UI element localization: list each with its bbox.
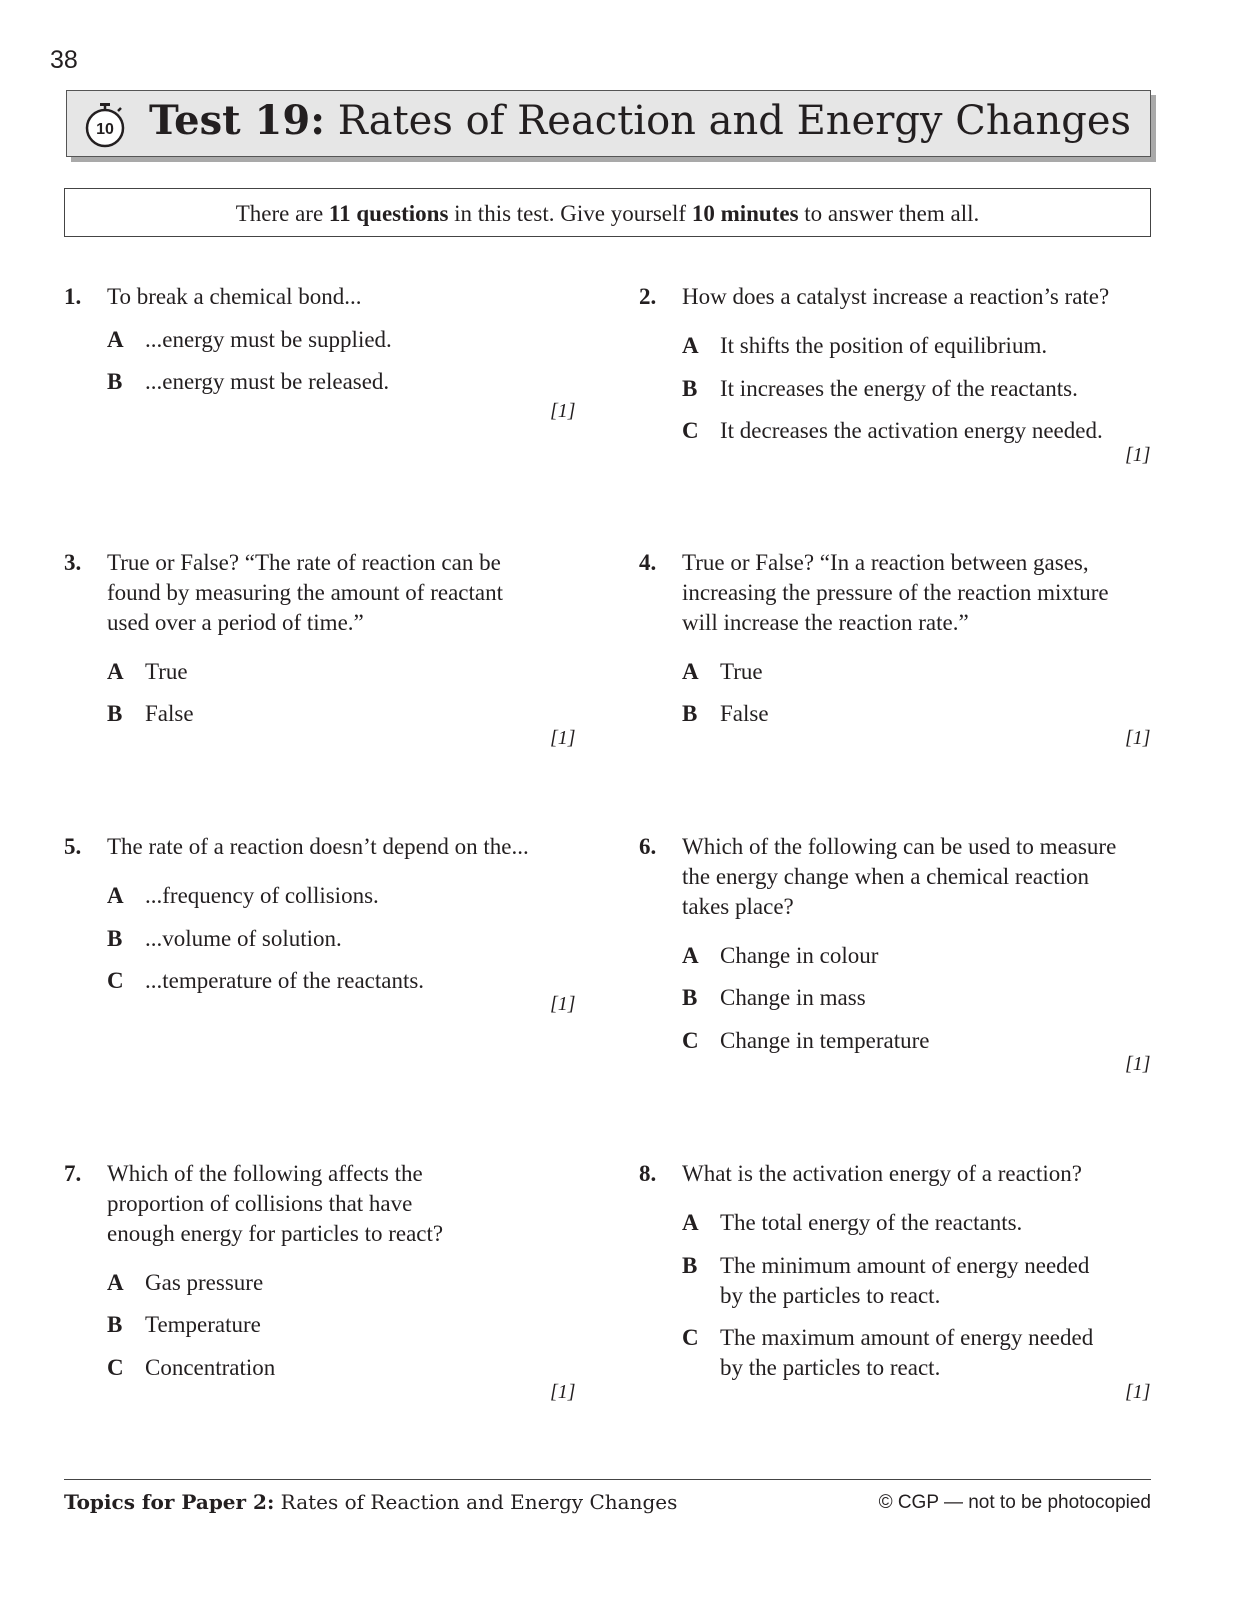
option-text: ...volume of solution.	[145, 926, 342, 951]
footer-topic-label: Topics for Paper 2:	[64, 1490, 275, 1514]
option-letter: B	[682, 701, 698, 726]
option-letter: A	[682, 1210, 699, 1235]
question-text-line: enough energy for particles to react?	[107, 1221, 444, 1246]
option-text: Change in colour	[720, 943, 879, 968]
question-text-line: the energy change when a chemical reaction	[682, 864, 1089, 889]
intro-text: There are	[235, 201, 329, 226]
question-text-line: True or False? “In a reaction between gases,	[682, 550, 1089, 575]
option-text: False	[145, 701, 194, 726]
question-number: 3.	[64, 550, 82, 575]
question-text-line: used over a period of time.”	[107, 610, 364, 635]
intro-text: to answer them all.	[798, 201, 980, 226]
question-text-line: found by measuring the amount of reactant	[107, 580, 503, 605]
option-text-line: The maximum amount of energy needed	[720, 1325, 1094, 1350]
option-text-line: The minimum amount of energy needed	[720, 1253, 1090, 1278]
question-number: 8.	[639, 1161, 657, 1186]
option-letter: A	[682, 659, 699, 684]
title-topic: Rates of Reaction and Energy Changes	[324, 98, 1132, 144]
timer-label: 10	[96, 121, 114, 138]
intro-time-limit: 10 minutes	[691, 201, 799, 226]
option-letter: B	[107, 926, 123, 951]
option-letter: C	[682, 1325, 699, 1350]
question-number: 5.	[64, 834, 82, 859]
option-letter: C	[107, 968, 124, 993]
option-letter: A	[107, 327, 124, 352]
question-text: The rate of a reaction doesn’t depend on the...	[107, 834, 529, 859]
option-letter: A	[107, 659, 124, 684]
marks-label: [1]	[550, 993, 576, 1015]
question-text	[682, 832, 1116, 922]
marks-label: [1]	[1125, 1053, 1151, 1075]
option-text: ...energy must be supplied.	[145, 327, 392, 352]
option-text: True	[720, 659, 763, 684]
question-text: To break a chemical bond...	[107, 284, 362, 309]
option-letter: A	[107, 1270, 124, 1295]
question-number: 1.	[64, 284, 82, 309]
question-text	[682, 548, 1109, 638]
option-text: It shifts the position of equilibrium.	[720, 333, 1048, 358]
question-text	[107, 548, 503, 638]
question-text-line: True or False? “The rate of reaction can be	[107, 550, 501, 575]
question-text: How does a catalyst increase a reaction’s rate?	[682, 284, 1110, 309]
option-letter: B	[682, 1253, 698, 1278]
intro-text: in this test. Give yourself	[448, 201, 692, 226]
question-number: 6.	[639, 834, 657, 859]
option-letter: B	[107, 701, 123, 726]
option-text-line: by the particles to react.	[720, 1355, 941, 1380]
question-text	[107, 1159, 443, 1249]
option-text-line: by the particles to react.	[720, 1283, 941, 1308]
intro-question-count: 11 questions	[328, 201, 449, 226]
marks-label: [1]	[1125, 444, 1151, 466]
option-text: ...frequency of collisions.	[145, 883, 379, 908]
page-number: 38	[50, 46, 78, 74]
option-text	[720, 1208, 1022, 1238]
option-letter: B	[107, 1312, 123, 1337]
stopwatch-icon	[83, 102, 127, 148]
question-text-line: Which of the following can be used to measure	[682, 834, 1117, 859]
title-test-number: Test 19:	[149, 97, 325, 144]
footer-copyright: © CGP — not to be photocopied	[878, 1492, 1151, 1513]
option-text: Change in mass	[720, 985, 866, 1010]
footer-topic-name: Rates of Reaction and Energy Changes	[274, 1490, 678, 1514]
option-letter: C	[107, 1355, 124, 1380]
marks-label: [1]	[1125, 727, 1151, 749]
option-letter: C	[682, 418, 699, 443]
option-text: False	[720, 701, 769, 726]
question-text: What is the activation energy of a reaction?	[682, 1161, 1082, 1186]
question-number: 4.	[639, 550, 657, 575]
page-title	[149, 97, 1131, 144]
option-letter: B	[682, 376, 698, 401]
option-text: It increases the energy of the reactants.	[720, 376, 1078, 401]
option-letter: B	[682, 985, 698, 1010]
question-text-line: Which of the following affects the	[107, 1161, 423, 1186]
option-text: Gas pressure	[145, 1270, 264, 1295]
footer-divider	[64, 1479, 1151, 1480]
question-text-line: takes place?	[682, 894, 794, 919]
option-text: True	[145, 659, 188, 684]
option-letter: B	[107, 369, 123, 394]
question-text-line: proportion of collisions that have	[107, 1191, 413, 1216]
option-text: ...energy must be released.	[145, 369, 390, 394]
option-text: It decreases the activation energy needed.	[720, 418, 1103, 443]
question-text-line: increasing the pressure of the reaction mixture	[682, 580, 1109, 605]
option-text	[720, 1323, 1093, 1383]
question-number: 7.	[64, 1161, 82, 1186]
option-letter: A	[107, 883, 124, 908]
question-text-line: will increase the reaction rate.”	[682, 610, 969, 635]
question-number: 2.	[639, 284, 657, 309]
option-text: ...temperature of the reactants.	[145, 968, 425, 993]
option-text-line: The total energy of the reactants.	[720, 1210, 1023, 1235]
marks-label: [1]	[550, 727, 576, 749]
option-letter: A	[682, 943, 699, 968]
option-letter: A	[682, 333, 699, 358]
marks-label: [1]	[550, 1381, 576, 1403]
title-banner	[66, 90, 1151, 157]
option-letter: C	[682, 1028, 699, 1053]
option-text: Temperature	[145, 1312, 261, 1337]
option-text: Change in temperature	[720, 1028, 930, 1053]
marks-label: [1]	[550, 400, 576, 422]
option-text: Concentration	[145, 1355, 276, 1380]
option-text	[720, 1251, 1089, 1311]
footer-topic	[64, 1490, 677, 1514]
marks-label: [1]	[1125, 1381, 1151, 1403]
instructions-box	[64, 188, 1151, 237]
